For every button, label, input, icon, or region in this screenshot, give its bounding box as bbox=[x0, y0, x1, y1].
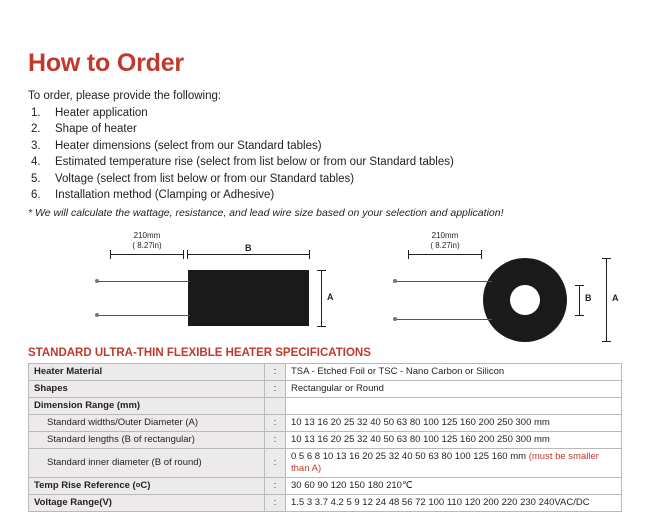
spec-label: Shapes bbox=[29, 380, 265, 397]
spec-warning: (must be smaller than A) bbox=[291, 450, 599, 474]
spec-label: Voltage Range(V) bbox=[29, 494, 265, 511]
spec-colon: : bbox=[265, 380, 286, 397]
spec-value: 0 5 6 8 10 13 16 20 25 32 40 50 63 80 100 125 160 mm bbox=[291, 450, 527, 462]
rect-width-label: B bbox=[245, 242, 252, 253]
spec-colon: : bbox=[265, 363, 286, 380]
spec-label bbox=[29, 477, 265, 494]
table-row bbox=[29, 414, 622, 431]
round-inner-tick-bottom bbox=[575, 315, 584, 316]
order-steps-list bbox=[28, 105, 622, 204]
spec-value: 1.5 3 3.7 4.2 5 9 12 24 48 56 72 100 110 120 200 220 230 240VAC/DC bbox=[286, 494, 622, 511]
spec-label: Standard widths/Outer Diameter (A) bbox=[29, 414, 265, 431]
rect-height-dim-line bbox=[321, 270, 322, 326]
rect-lead-wire-bottom bbox=[98, 315, 190, 316]
table-row bbox=[29, 494, 622, 511]
spec-label-tail: C) bbox=[140, 479, 151, 491]
spec-colon: : bbox=[265, 431, 286, 448]
list-item bbox=[28, 105, 622, 122]
spec-label: Standard inner diameter (B of round) bbox=[29, 448, 265, 477]
list-item-label: Shape of heater bbox=[55, 123, 137, 135]
table-row bbox=[29, 363, 622, 380]
list-item-label: Installation method (Clamping or Adhesive) bbox=[55, 189, 275, 201]
rectangular-heater-shape bbox=[188, 270, 309, 326]
list-item-label: Heater application bbox=[55, 106, 148, 119]
round-lead-dim-tick-right bbox=[481, 250, 482, 259]
rect-lead-wire-top bbox=[98, 281, 190, 282]
round-heater-inner-hole bbox=[510, 285, 540, 315]
round-lead-tip-bottom bbox=[393, 317, 397, 321]
footnote: * We will calculate the wattage, resistance, and lead wire size based on your selection and application! bbox=[28, 206, 504, 219]
table-row bbox=[29, 477, 622, 494]
spec-value: 10 13 16 20 25 32 40 50 63 80 100 125 160 200 250 300 mm bbox=[286, 431, 622, 448]
spec-label: Dimension Range (mm) bbox=[29, 397, 265, 414]
page-title: How to Order bbox=[28, 49, 184, 77]
round-outer-tick-bottom bbox=[602, 341, 611, 342]
spec-colon bbox=[265, 397, 286, 414]
rect-lead-tip-bottom bbox=[95, 313, 99, 317]
list-item-number: 1. bbox=[31, 106, 41, 119]
rect-height-label: A bbox=[327, 291, 334, 302]
table-row bbox=[29, 380, 622, 397]
list-item bbox=[28, 138, 622, 155]
heater-diagram bbox=[28, 231, 622, 343]
spec-value: TSA - Etched Foil or TSC - Nano Carbon or Silicon bbox=[286, 363, 622, 380]
spec-label: Heater Material bbox=[29, 363, 265, 380]
round-lead-tip-top bbox=[393, 279, 397, 283]
list-item-number: 4. bbox=[31, 156, 41, 168]
round-lead-dim-tick-left bbox=[408, 250, 409, 259]
list-item bbox=[28, 171, 622, 188]
list-item-number: 3. bbox=[31, 139, 41, 152]
round-inner-dim-line bbox=[579, 285, 580, 315]
spec-value-with-warning bbox=[286, 448, 622, 477]
spec-value bbox=[286, 397, 622, 414]
spec-label-text: Temp Rise Reference ( bbox=[34, 479, 136, 491]
rect-height-tick-bottom bbox=[317, 326, 326, 327]
list-item-number: 5. bbox=[31, 172, 41, 185]
round-outer-label: A bbox=[612, 292, 619, 303]
round-outer-dim-line bbox=[606, 258, 607, 342]
rect-width-tick-left bbox=[187, 250, 188, 259]
intro-text: To order, please provide the following: bbox=[28, 89, 222, 102]
spec-value: Rectangular or Round bbox=[286, 380, 622, 397]
round-lead-dim-line bbox=[408, 254, 482, 255]
list-item-label: Heater dimensions (select from our Standard tables) bbox=[55, 139, 322, 152]
spec-colon: : bbox=[265, 477, 286, 494]
list-item bbox=[28, 121, 622, 138]
list-item-label: Estimated temperature rise (select from list below or from our Standard tables) bbox=[55, 156, 454, 168]
spec-colon: : bbox=[265, 494, 286, 511]
rect-lead-dim-tick-left bbox=[110, 250, 111, 259]
rect-width-tick-right bbox=[309, 250, 310, 259]
spec-label: Standard lengths (B of rectangular) bbox=[29, 431, 265, 448]
rect-lead-dim-line bbox=[110, 254, 184, 255]
round-inner-tick-top bbox=[575, 285, 584, 286]
list-item-number: 2. bbox=[31, 123, 41, 135]
list-item-label: Voltage (select from list below or from our Standard tables) bbox=[55, 172, 355, 185]
table-row bbox=[29, 397, 622, 414]
round-lead-length-label: 210mm ( 8.27in) bbox=[430, 230, 460, 250]
round-lead-wire-bottom bbox=[396, 319, 492, 320]
round-lead-wire-top bbox=[396, 281, 492, 282]
rect-height-tick-top bbox=[317, 270, 326, 271]
rect-lead-tip-top bbox=[95, 279, 99, 283]
rect-lead-dim-tick-right bbox=[183, 250, 184, 259]
rect-width-dim-line bbox=[187, 254, 310, 255]
rect-lead-length-label: 210mm ( 8.27in) bbox=[132, 230, 162, 250]
spec-colon: : bbox=[265, 448, 286, 477]
spec-value: 30 60 90 120 150 180 210℃ bbox=[286, 477, 622, 494]
round-outer-tick-top bbox=[602, 258, 611, 259]
table-row bbox=[29, 431, 622, 448]
spec-value: 10 13 16 20 25 32 40 50 63 80 100 125 160 200 250 300 mm bbox=[286, 414, 622, 431]
round-inner-label: B bbox=[585, 292, 592, 303]
list-item bbox=[28, 187, 622, 204]
list-item-number: 6. bbox=[31, 189, 41, 201]
spec-section-title: STANDARD ULTRA-THIN FLEXIBLE HEATER SPECIFICATIONS bbox=[28, 346, 371, 359]
list-item bbox=[28, 154, 622, 171]
spec-label-superscript: o bbox=[135, 479, 141, 489]
specifications-table bbox=[28, 363, 622, 512]
spec-colon: : bbox=[265, 414, 286, 431]
table-row bbox=[29, 448, 622, 477]
